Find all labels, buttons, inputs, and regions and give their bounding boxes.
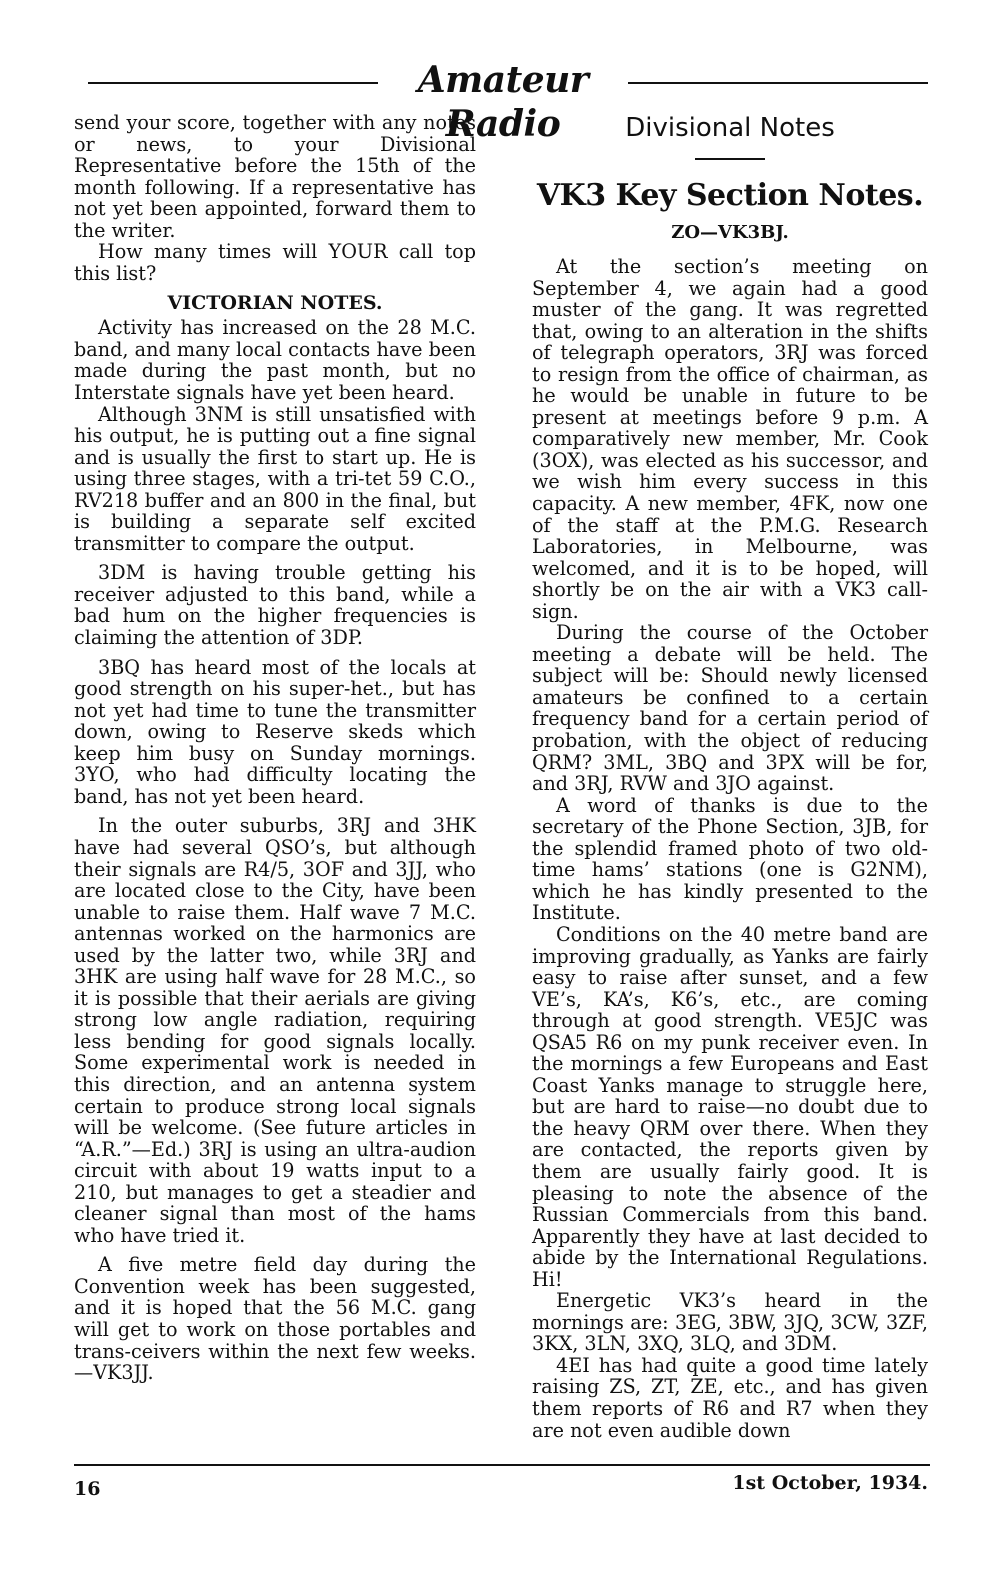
paragraph: send your score, together with any notes or news, to your Divisional Representative before the 15th of the month following. If a representative has not yet been appointed, forward them to the writer. [74,111,476,242]
paragraph: 4EI has had quite a good time lately raising ZS, ZT, ZE, etc., and has given them reports of R6 and R7 when they are not even audible down [532,1353,928,1442]
footer-rule [74,1464,930,1466]
paragraph: 3BQ has heard most of the locals at good strength on his super-het., but has not yet had time to tune the transmitter down, owing to Reserve skeds which keep him busy on Sunday mornings. 3YO, who had difficulty locating the band, has not yet been heard. [74,655,476,808]
paragraph: A word of thanks is due to the secretary of the Phone Section, 3JB, for the splendid framed photo of two old-time hams’ stations (one is G2NM), which he has kindly presented to the Institute. [532,793,928,925]
left-column [74,112,476,1384]
issue-date: 1st October, 1934. [732,1472,928,1494]
page-number: 16 [74,1478,101,1500]
paragraph: Energetic VK3’s heard in the mornings are: 3EG, 3BW, 3JQ, 3CW, 3ZF, 3KX, 3LN, 3XQ, 3LQ, and 3DM. [532,1289,928,1356]
masthead-rule-right [628,82,928,84]
paragraph: During the course of the October meeting a debate will be held. The subject will be: Should newly licensed amateurs be confined to a certain frequency band for a certain period of probation, with the object of reducing QRM? 3ML, 3BQ and 3PX will be for, and 3RJ, RVW and 3JO against. [532,621,928,796]
paragraph: Although 3NM is still unsatisfied with his output, he is putting out a fine signal and is usually the first to start up. He is using three stages, with a tri-tet 59 C.O., RV218 buffer and an 800 in the final, but is building a separate self excited transmitter to compare the output. [74,402,476,555]
paragraph: How many times will YOUR call top this list? [74,240,476,285]
paragraph: At the section’s meeting on September 4, we again had a good muster of the gang. It was regretted that, owing to an alteration in the shifts of telegraph operators, 3RJ was forced to resign from the office of chairman, as he would be unable in future to be present at meetings before 9 p.m. A comparatively new member, Mr. Cook (3OX), was elected as his successor, and we wish him every success in this capacity. A new member, 4FK, now one of the staff at the P.M.G. Research Laboratories, in Melbourne, was welcomed, and it is to be hoped, will shortly be on the air with a VK3 call-sign. [532,255,928,623]
paragraph: A five metre field day during the Convention week has been suggested, and it is hoped that the 56 M.C. gang will get to work on those portables and trans-ceivers within the next few weeks.—VK3JJ. [74,1253,476,1385]
paragraph: In the outer suburbs, 3RJ and 3HK have had several QSO’s, but although their signals are R4/5, 3OF and 3JJ, who are located close to the City, have been unable to raise them. Half wave 7 M.C. antennas worked on the harmonics are used by the latter two, while 3RJ and 3HK are using half wave for 28 M.C., so it is possible that their aerials are giving strong low angle radiation, requiring less bending for good signals locally. Some experimental work is needed in this direction, and an antenna system certain to produce strong local signals will be welcome. (See future articles in “A.R.”—Ed.) 3RJ is using an ultra-audion circuit with about 19 watts input to a 210, but manages to get a steadier and cleaner signal than most of the hams who have tried it. [74,814,476,1247]
right-column [532,112,928,1441]
paragraph: Conditions on the 40 metre band are improving gradually, as Yanks are fairly easy to raise after sunset, and a few VE’s, KA’s, K6’s, etc., are coming through at good strength. VE5JC was QSA5 R6 on my punk receiver even. In the mornings a few Europeans and East Coast Yanks manage to struggle here, but are hard to raise—no doubt due to the heavy QRM over there. When they are contacted, the reports given by them are usually fairly good. It is pleasing to note the absence of the Russian Commercials from this band. Apparently they have at last decided to abide by the International Regulations. Hi! [532,922,928,1291]
paragraph: Activity has increased on the 28 M.C. band, and many local contacts have been made during the past month, but no Interstate signals have yet been heard. [74,316,476,405]
divisional-notes-heading: Divisional Notes [625,113,835,143]
byline: ZO—VK3BJ. [671,222,789,243]
victorian-notes-heading: VICTORIAN NOTES. [167,292,383,315]
heading-rule [695,158,765,160]
section-title: VK3 Key Section Notes. [536,178,924,213]
masthead-title: Amateur Radio [417,59,589,145]
paragraph: 3DM is having trouble getting his receiver adjusted to this band, while a bad hum on the higher frequencies is claiming the attention of 3DP. [74,561,476,650]
masthead-rule-left [88,82,378,84]
